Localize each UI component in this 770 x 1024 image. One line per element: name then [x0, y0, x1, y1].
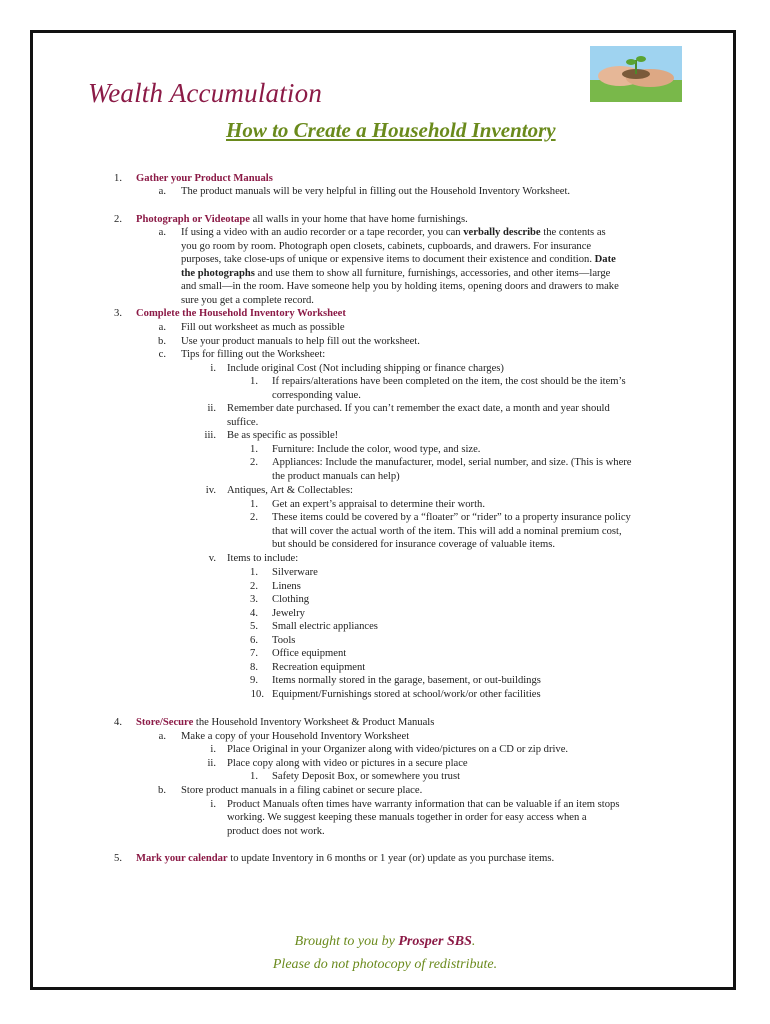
number-text: corresponding value. [272, 389, 361, 401]
sub-marker: a. [158, 322, 166, 333]
text-run: and use them to show all furniture, furnishings, accessories, and other items—large [254, 267, 611, 279]
step-number: 2. [114, 214, 122, 225]
list-item-number: 5. [250, 621, 258, 632]
roman-text: Items to include: [227, 553, 299, 564]
number-text: These items could be covered by a “floater” or “rider” to a property insurance policy [272, 512, 631, 523]
roman-text: Include original Cost (Not including shipping or finance charges) [227, 362, 504, 374]
step-number: 4. [114, 717, 122, 728]
sub-marker: a. [158, 186, 166, 197]
number-marker: 2. [250, 457, 258, 468]
number-marker: 1. [250, 376, 258, 387]
roman-text: Product Manuals often times have warranty information that can be valuable if an item stops [227, 798, 620, 810]
number-marker: 1. [250, 443, 258, 455]
list-item: Linens [272, 580, 301, 592]
list-item-number: 8. [250, 661, 258, 673]
step-heading-line [136, 213, 468, 227]
brand-title: Wealth Accumulation [88, 78, 323, 108]
number-text: Get an expert’s appraisal to determine their worth. [272, 498, 485, 510]
number-text: that will cover the actual worth of the item. This will add a nominal premium cost, [272, 525, 622, 537]
bold-text: the photographs [181, 267, 255, 279]
roman-text: suffice. [227, 416, 259, 428]
sub-text [181, 226, 606, 240]
text-run: purposes, take close-ups of unique or expensive items to document their existence and condition. [181, 254, 595, 265]
sub-text: you go room by room. Photograph open closets, cabinets, cupboards, and drawers. For insurance [181, 240, 592, 252]
roman-text: working. We suggest keeping these manuals together in order for easy access when a [227, 812, 587, 823]
sub-text [181, 267, 610, 281]
list-item: Tools [272, 634, 296, 646]
roman-text: Place copy along with video or pictures in a secure place [227, 757, 468, 769]
footer-text: Brought to you by [294, 934, 399, 949]
list-item: Silverware [272, 567, 318, 578]
list-item: Equipment/Furnishings stored at school/work/or other facilities [272, 689, 541, 700]
sub-text: Tips for filling out the Worksheet: [181, 349, 326, 360]
step-heading: Mark your calendar [136, 853, 228, 864]
number-text: but should be considered for insurance coverage of valuable items. [272, 539, 555, 550]
list-item-number: 7. [250, 648, 258, 659]
step-heading: Store/Secure [136, 717, 194, 728]
roman-marker: ii. [207, 757, 216, 769]
footer-credit [0, 934, 770, 950]
roman-marker: i. [210, 362, 216, 374]
sub-text: The product manuals will be very helpful in filling out the Household Inventory Worksheet. [181, 186, 571, 197]
page-subtitle: How to Create a Household Inventory [226, 118, 556, 142]
roman-marker: ii. [207, 403, 216, 414]
footer-notice: Please do not photocopy of redistribute. [272, 957, 498, 972]
list-item: Items normally stored in the garage, basement, or out-buildings [272, 675, 541, 686]
sub-text: and small—in the room. Have someone help you by holding items, opening doors and drawers to make [181, 281, 619, 292]
list-item: Office equipment [272, 648, 347, 659]
step-heading: Photograph or Videotape [136, 214, 250, 225]
sub-marker: a. [158, 730, 166, 742]
sub-text: Fill out worksheet as much as possible [181, 322, 345, 333]
roman-text: product does not work. [227, 825, 325, 837]
bold-text: verbally describe [463, 227, 541, 238]
roman-text: Remember date purchased. If you can’t remember the exact date, a month and year should [227, 403, 610, 414]
step-number: 1. [114, 173, 122, 184]
roman-text: Place Original in your Organizer along with video/pictures on a CD or zip drive. [227, 744, 569, 755]
sub-marker: b. [158, 335, 166, 347]
list-item: Clothing [272, 594, 310, 605]
list-item: Recreation equipment [272, 661, 366, 673]
sub-text: sure you get a complete record. [181, 294, 314, 306]
list-item-number: 2. [250, 580, 258, 592]
footer-brand: Prosper SBS [398, 934, 472, 949]
number-text: the product manuals can help) [272, 470, 400, 482]
sub-marker: b. [158, 785, 166, 796]
sub-text [181, 253, 616, 267]
number-marker: 2. [250, 512, 258, 523]
step-heading-rest: all walls in your home that have home furnishings. [250, 214, 468, 225]
step-heading: Complete the Household Inventory Worksheet [136, 308, 346, 319]
step-heading-rest: the Household Inventory Worksheet & Product Manuals [193, 717, 435, 728]
list-item: Jewelry [272, 607, 305, 619]
list-item-number: 4. [250, 607, 258, 619]
sub-marker: c. [158, 349, 166, 360]
number-text: Safety Deposit Box, or somewhere you trust [272, 771, 461, 782]
sub-marker: a. [158, 227, 166, 238]
step-heading-line [136, 716, 434, 730]
roman-text: Be as specific as possible! [227, 430, 339, 441]
roman-marker: i. [210, 798, 216, 810]
list-item-number: 10. [250, 689, 264, 700]
step-number: 5. [114, 853, 122, 864]
roman-marker: iii. [204, 430, 216, 441]
step-heading-line [136, 852, 554, 866]
list-item-number: 6. [250, 634, 258, 646]
list-item-number: 1. [250, 567, 258, 578]
step-heading: Gather your Product Manuals [136, 173, 273, 184]
sub-text: Store product manuals in a filing cabinet or secure place. [181, 785, 423, 796]
list-item: Small electric appliances [272, 621, 378, 632]
roman-marker: i. [210, 744, 216, 755]
roman-marker: iv. [205, 485, 216, 496]
sub-text: Use your product manuals to help fill out the worksheet. [181, 335, 420, 347]
text-run: If using a video with an audio recorder or a tape recorder, you can [181, 227, 464, 238]
list-item-number: 3. [250, 594, 258, 605]
text-run: the contents as [540, 227, 606, 238]
roman-marker: v. [208, 553, 216, 564]
number-marker: 1. [250, 771, 258, 782]
step-number: 3. [114, 308, 122, 319]
list-item-number: 9. [250, 675, 258, 686]
number-marker: 1. [250, 498, 258, 510]
bold-text: Date [594, 254, 616, 265]
footer-text: . [471, 934, 476, 949]
number-text: Furniture: Include the color, wood type, and size. [272, 443, 481, 455]
number-text: If repairs/alterations have been completed on the item, the cost should be the item’s [272, 376, 626, 387]
roman-text: Antiques, Art & Collectables: [227, 485, 353, 496]
number-text: Appliances: Include the manufacturer, model, serial number, and size. (This is where [272, 457, 632, 468]
step-heading-rest: to update Inventory in 6 months or 1 year (or) update as you purchase items. [227, 853, 555, 864]
sub-text: Make a copy of your Household Inventory Worksheet [181, 730, 410, 742]
